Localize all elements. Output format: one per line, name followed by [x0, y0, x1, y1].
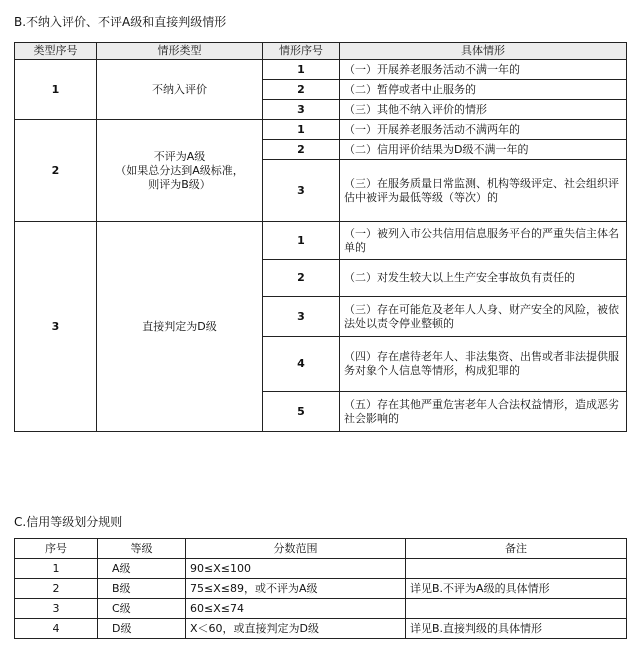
- grade-note: 详见B.直接判级的具体情形: [406, 619, 627, 639]
- type-number: 1: [15, 60, 97, 120]
- type-name: 直接判定为D级: [97, 222, 263, 432]
- grade-name: A级: [98, 559, 186, 579]
- column-header: 备注: [406, 539, 627, 559]
- type-name: 不纳入评价: [97, 60, 263, 120]
- grade-number: 1: [15, 559, 98, 579]
- item-description: （一）被列入市公共信用信息服务平台的严重失信主体名单的: [340, 222, 627, 260]
- score-range: 90≤X≤100: [186, 559, 406, 579]
- score-range: X＜60，或直接判定为D级: [186, 619, 406, 639]
- item-description: （四）存在虐待老年人、非法集资、出售或者非法提供服务对象个人信息等情形，构成犯罪的: [340, 337, 627, 392]
- item-number: 2: [263, 80, 340, 100]
- grade-name: D级: [98, 619, 186, 639]
- column-header: 情形类型: [97, 43, 263, 60]
- item-description: （一）开展养老服务活动不满两年的: [340, 120, 627, 140]
- grade-note: [406, 599, 627, 619]
- grade-name: C级: [98, 599, 186, 619]
- column-header: 类型序号: [15, 43, 97, 60]
- table-row: [15, 599, 627, 619]
- item-description: （三）存在可能危及老年人人身、财产安全的风险，被依法处以责令停业整顿的: [340, 297, 627, 337]
- item-description: （一）开展养老服务活动不满一年的: [340, 60, 627, 80]
- exclusion-table: [14, 42, 627, 432]
- column-header: 序号: [15, 539, 98, 559]
- item-description: （二）信用评价结果为D级不满一年的: [340, 140, 627, 160]
- grade-number: 3: [15, 599, 98, 619]
- item-number: 1: [263, 120, 340, 140]
- type-name: 不评为A级 （如果总分达到A级标准，则评为B级）: [97, 120, 263, 222]
- item-number: 1: [263, 60, 340, 80]
- item-number: 2: [263, 140, 340, 160]
- table-row: [15, 222, 627, 260]
- credit-grade-table: [14, 538, 627, 639]
- item-description: （二）暂停或者中止服务的: [340, 80, 627, 100]
- score-range: 75≤X≤89，或不评为A级: [186, 579, 406, 599]
- section-c-heading: C.信用等级划分规则: [14, 515, 123, 529]
- section-b-heading: B.不纳入评价、不评A级和直接判级情形: [14, 15, 227, 29]
- column-header: 等级: [98, 539, 186, 559]
- column-header: 具体情形: [340, 43, 627, 60]
- item-number: 3: [263, 100, 340, 120]
- grade-number: 4: [15, 619, 98, 639]
- table-row: [15, 579, 627, 599]
- item-description: （三）在服务质量日常监测、机构等级评定、社会组织评估中被评为最低等级（等次）的: [340, 160, 627, 222]
- column-header: 分数范围: [186, 539, 406, 559]
- item-number: 3: [263, 160, 340, 222]
- column-header: 情形序号: [263, 43, 340, 60]
- score-range: 60≤X≤74: [186, 599, 406, 619]
- grade-number: 2: [15, 579, 98, 599]
- table-header-row: [15, 43, 627, 60]
- grade-note: [406, 559, 627, 579]
- table-row: [15, 619, 627, 639]
- item-description: （三）其他不纳入评价的情形: [340, 100, 627, 120]
- table-row: [15, 60, 627, 80]
- type-number: 3: [15, 222, 97, 432]
- type-number: 2: [15, 120, 97, 222]
- table-header-row: [15, 539, 627, 559]
- item-number: 3: [263, 297, 340, 337]
- table-row: [15, 120, 627, 140]
- grade-name: B级: [98, 579, 186, 599]
- item-number: 4: [263, 337, 340, 392]
- item-number: 5: [263, 392, 340, 432]
- grade-note: 详见B.不评为A级的具体情形: [406, 579, 627, 599]
- table-row: [15, 559, 627, 579]
- item-number: 1: [263, 222, 340, 260]
- item-description: （二）对发生较大以上生产安全事故负有责任的: [340, 260, 627, 297]
- item-description: （五）存在其他严重危害老年人合法权益情形，造成恶劣社会影响的: [340, 392, 627, 432]
- item-number: 2: [263, 260, 340, 297]
